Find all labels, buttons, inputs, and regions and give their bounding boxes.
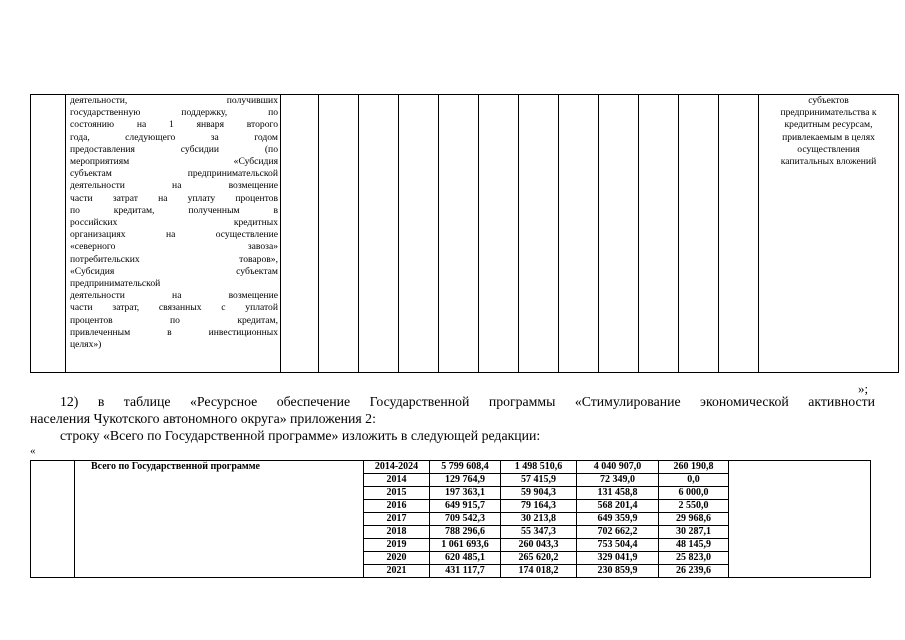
amount-cell: 55 347,3 [501,526,577,539]
amount-cell: 260 190,8 [659,461,729,474]
total-amount-cell: 1 061 693,6 [430,539,501,552]
description-line: процентов по кредитам, [70,314,278,326]
description-line: предоставления субсидии (по [70,143,278,155]
amount-cell: 174 018,2 [501,565,577,578]
amount-cell: 131 458,8 [577,487,659,500]
instruction-paragraph: строку «Всего по Государственной программе» изложить в следующей редакции: [60,428,541,443]
target-line: кредитным ресурсам, [784,119,873,131]
description-line: части затрат на уплату процентов [70,192,278,204]
target-line: привлекаемым в целях [782,131,875,143]
description-line: деятельности на возмещение [70,180,278,192]
description-line: мероприятиям «Субсидия [70,156,278,168]
empty-value-cell [679,95,719,373]
amount-cell: 260 043,3 [501,539,577,552]
description-line: года, следующего за годом [70,131,278,143]
amount-cell: 59 904,3 [501,487,577,500]
empty-value-cell [639,95,679,373]
amount-cell: 30 287,1 [659,526,729,539]
description-line: государственную поддержку, по [70,107,278,119]
empty-value-cell [399,95,439,373]
target-line: осуществления [797,143,860,155]
period-cell: 2019 [364,539,430,552]
empty-value-cell [479,95,519,373]
description-line: российских кредитных [70,217,278,229]
row-number-cell [31,461,75,578]
target-description-cell [759,95,899,373]
total-amount-cell: 709 542,3 [430,513,501,526]
total-label-cell: Всего по Государственной программе [75,461,364,578]
empty-value-cell [281,95,319,373]
target-line: субъектов [808,95,849,106]
description-line: предпринимательской [70,278,161,290]
total-amount-cell: 649 915,7 [430,500,501,513]
period-cell: 2018 [364,526,430,539]
empty-value-cell [719,95,759,373]
table-row [31,461,871,474]
amount-cell: 649 359,9 [577,513,659,526]
amount-cell: 26 239,6 [659,565,729,578]
description-line: по кредитам, полученным в [70,204,278,216]
amount-cell: 57 415,9 [501,474,577,487]
continuation-table [30,94,899,373]
amount-cell: 4 040 907,0 [577,461,659,474]
period-cell: 2021 [364,565,430,578]
target-line: предпринимательства к [780,107,877,119]
empty-value-cell [599,95,639,373]
period-cell: 2014 [364,474,430,487]
total-amount-cell: 129 764,9 [430,474,501,487]
description-line: деятельности на возмещение [70,290,278,302]
total-amount-cell: 5 799 608,4 [430,461,501,474]
description-line: целях») [70,339,102,351]
description-line: «Субсидия субъектам [70,265,278,277]
amount-cell: 25 823,0 [659,552,729,565]
empty-notes-cell [729,461,871,578]
total-amount-cell: 788 296,6 [430,526,501,539]
description-line: субъектам предпринимательской [70,168,278,180]
amount-cell: 230 859,9 [577,565,659,578]
amount-cell: 753 504,4 [577,539,659,552]
amount-cell: 702 662,2 [577,526,659,539]
description-line: организациях на осуществление [70,229,278,241]
amount-cell: 568 201,4 [577,500,659,513]
amount-cell: 29 968,6 [659,513,729,526]
amendment-paragraph-line1: 12) в таблице «Ресурсное обеспечение Государственной программы «Стимулирование экономической активности [60,394,875,409]
description-line: потребительских товаров», [70,253,278,265]
amount-cell: 30 213,8 [501,513,577,526]
amount-cell: 265 620,2 [501,552,577,565]
empty-value-cell [559,95,599,373]
amount-cell: 48 145,9 [659,539,729,552]
target-line: капитальных вложений [780,156,877,168]
amount-cell: 2 550,0 [659,500,729,513]
period-cell: 2014-2024 [364,461,430,474]
amendment-paragraph-line2: населения Чукотского автономного округа» приложения 2: [30,411,376,426]
amount-cell: 79 164,3 [501,500,577,513]
empty-value-cell [439,95,479,373]
amount-cell: 1 498 510,6 [501,461,577,474]
amount-cell: 329 041,9 [577,552,659,565]
description-line: части затрат, связанных с уплатой [70,302,278,314]
amount-cell: 72 349,0 [577,474,659,487]
description-line: «северного завоза» [70,241,278,253]
period-cell: 2016 [364,500,430,513]
amount-cell: 6 000,0 [659,487,729,500]
closing-quote: »; [858,381,869,396]
empty-value-cell [359,95,399,373]
description-line: состоянию на 1 января второго [70,119,278,131]
period-cell: 2017 [364,513,430,526]
description-line: привлеченным в инвестиционных [70,326,278,338]
program-total-table [30,460,871,578]
empty-value-cell [319,95,359,373]
period-cell: 2015 [364,487,430,500]
row-number-cell [31,95,66,373]
description-line: деятельности, получивших [70,95,278,106]
empty-value-cell [519,95,559,373]
period-cell: 2020 [364,552,430,565]
indicator-description-cell [66,95,281,373]
total-amount-cell: 431 117,7 [430,565,501,578]
opening-quote: « [30,445,36,457]
amount-cell: 0,0 [659,474,729,487]
total-amount-cell: 620 485,1 [430,552,501,565]
total-amount-cell: 197 363,1 [430,487,501,500]
